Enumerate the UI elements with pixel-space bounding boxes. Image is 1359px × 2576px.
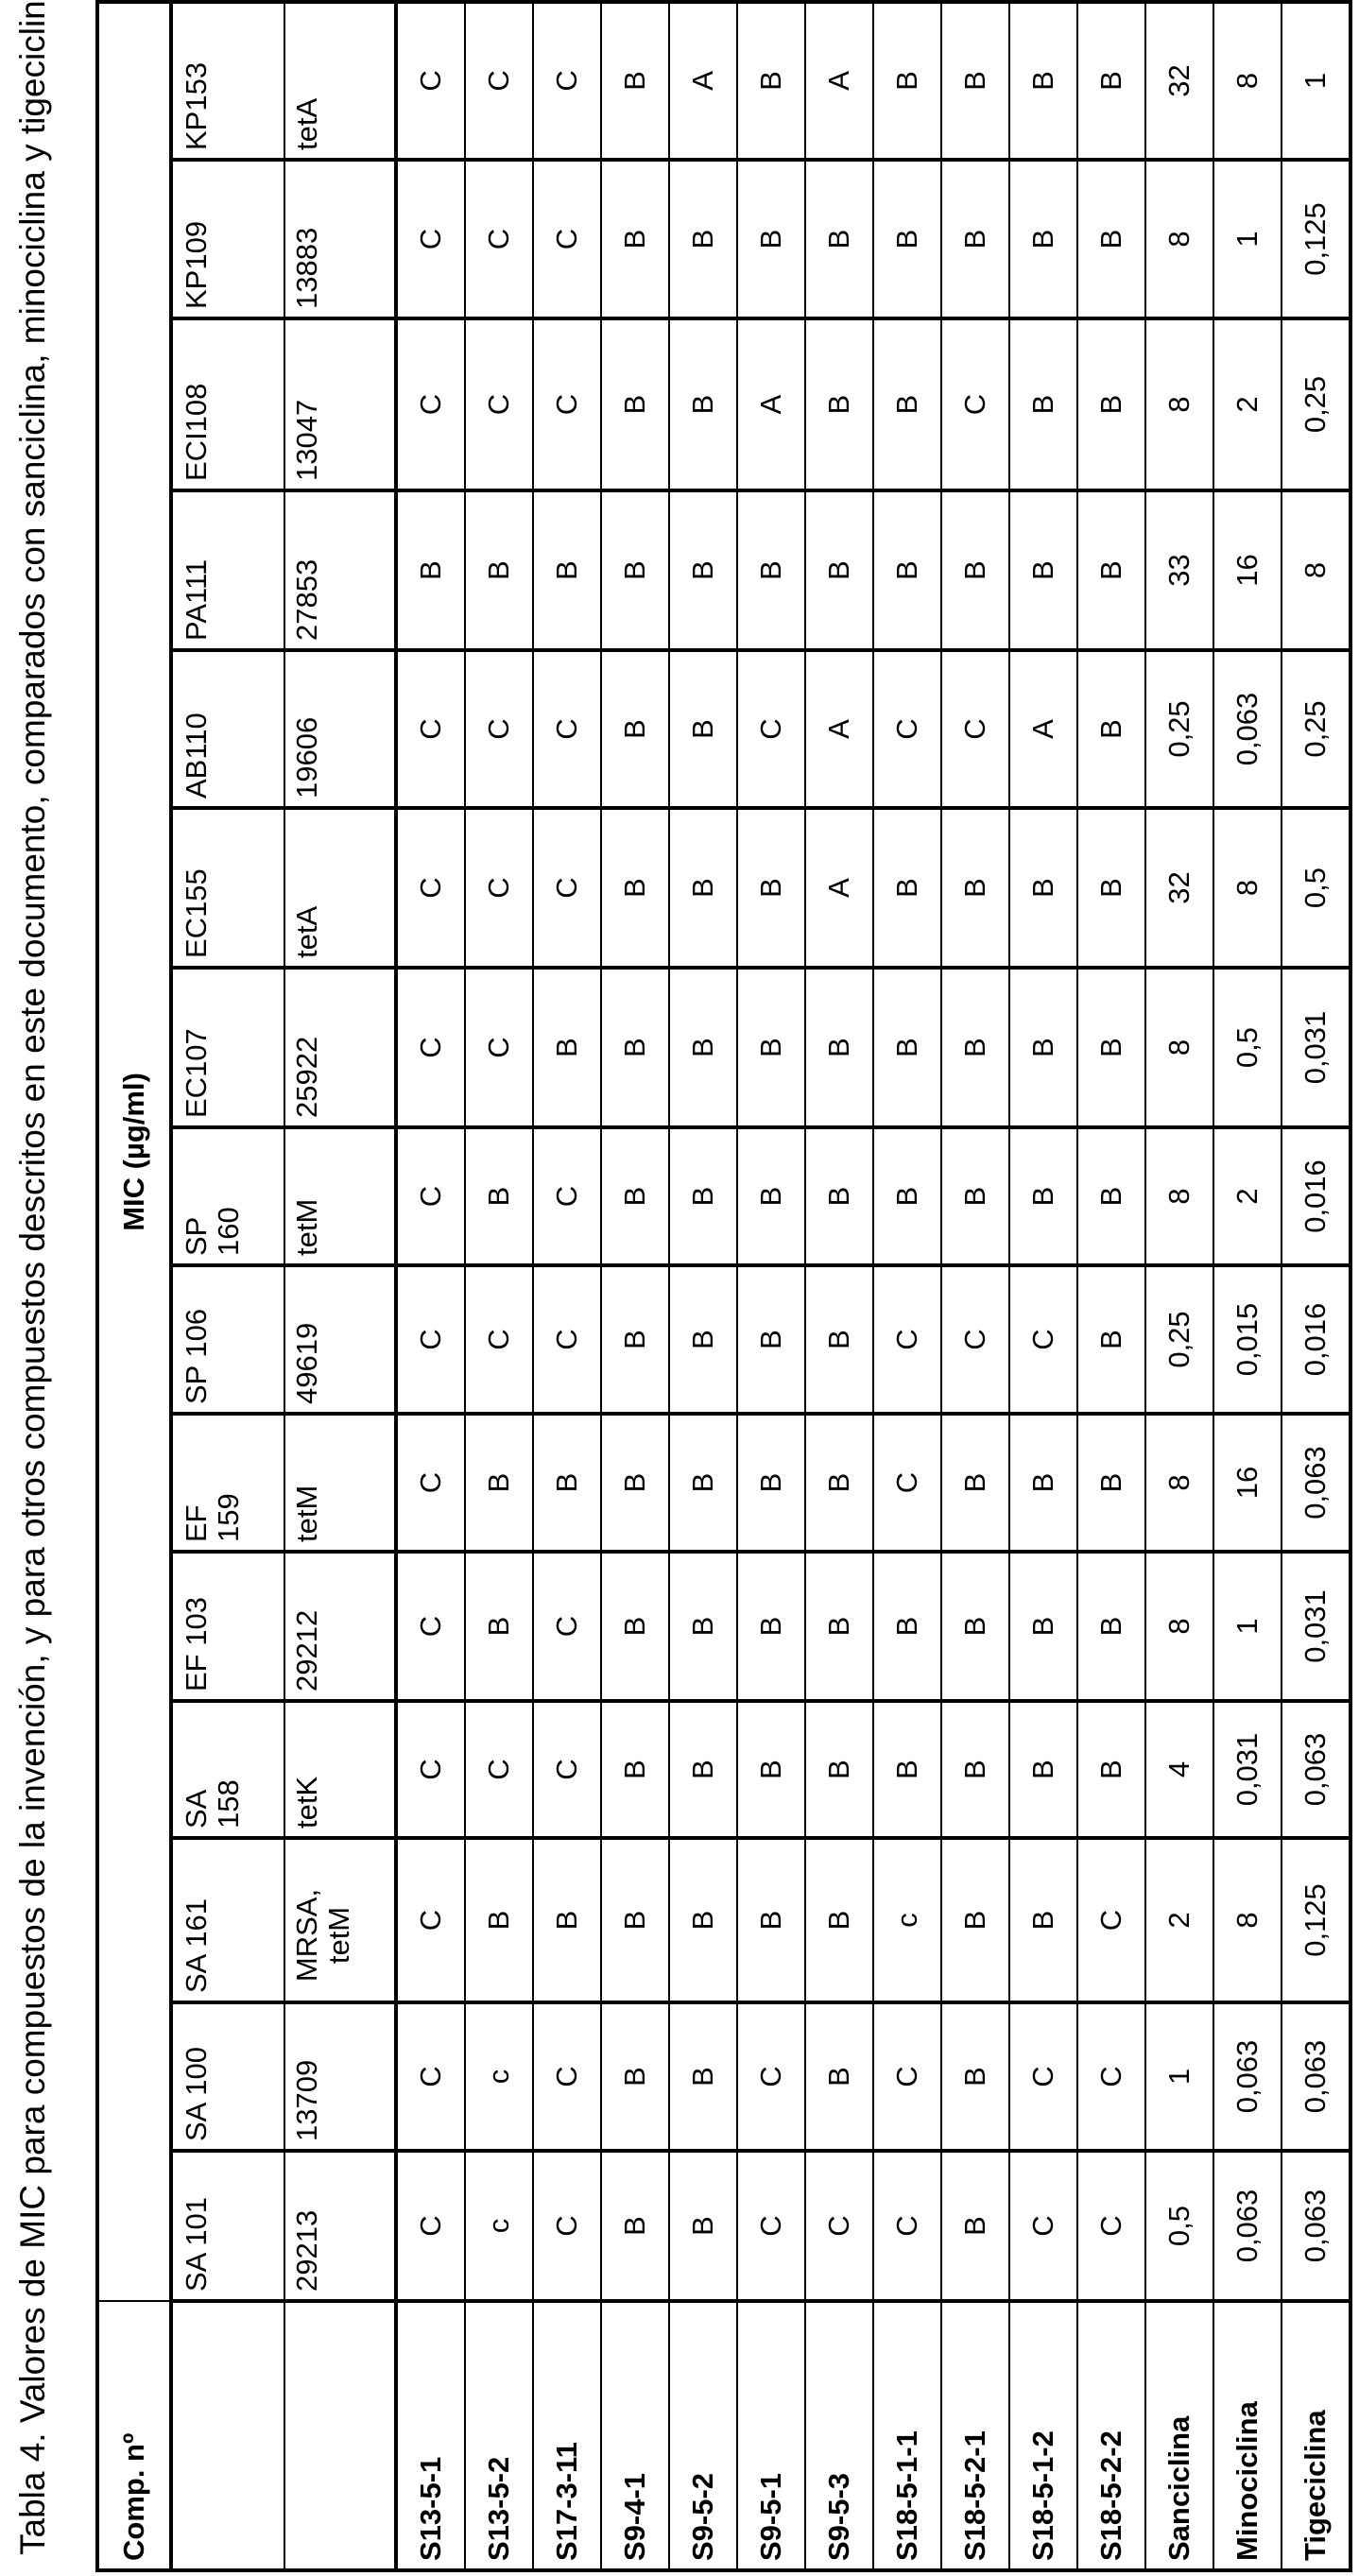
mic-value: B [1077,318,1145,490]
mic-value: B [669,2002,737,2151]
strain-header: SP 160 [171,1127,284,1265]
rotated-page [0,0,1359,2576]
mic-value: C [465,318,533,490]
compound-name: S18-5-1-2 [1009,2301,1077,2570]
blank-cell [284,2301,396,2570]
mic-value: 0,063 [1282,2151,1350,2301]
mic-value: B [941,1838,1009,2002]
mic-value: 16 [1213,1414,1282,1552]
mic-value: A [1009,650,1077,808]
mic-value: B [873,808,941,968]
mic-value: 8 [1145,1127,1213,1265]
compound-name: Sanciclina [1145,2301,1213,2570]
compound-name: S17-3-11 [533,2301,601,2570]
mic-value: C [396,968,465,1127]
mic-value: B [1077,650,1145,808]
mic-value: C [873,2151,941,2301]
mic-value: C [465,650,533,808]
mic-value: B [533,968,601,1127]
mic-value: B [737,1414,805,1552]
mic-value: B [1077,1127,1145,1265]
mic-value: B [669,1838,737,2002]
mic-value: B [805,968,873,1127]
mic-value: 2 [1213,318,1282,490]
mic-value: B [941,1414,1009,1552]
mic-value: B [1009,808,1077,968]
mic-value: C [396,1838,465,2002]
mic-value: C [533,650,601,808]
mic-value: 1 [1213,1552,1282,1701]
strain-info: tetM [284,1127,396,1265]
mic-value: A [737,318,805,490]
mic-value: 0,063 [1213,2151,1282,2301]
mic-value: B [1077,490,1145,650]
mic-value: B [941,490,1009,650]
mic-value: 16 [1213,490,1282,650]
mic-value: B [601,1552,669,1701]
mic-value: B [669,160,737,318]
mic-value: C [465,968,533,1127]
mic-value: B [601,650,669,808]
mic-value: C [465,1701,533,1838]
mic-value: B [941,808,1009,968]
mic-value: B [465,1127,533,1265]
compound-name: S18-5-1-1 [873,2301,941,2570]
strain-row [171,2,284,2570]
strain-header: ECI108 [171,318,284,490]
mic-value: C [396,1265,465,1414]
mic-value: C [533,318,601,490]
mic-value: C [533,1127,601,1265]
mic-value: B [873,1127,941,1265]
compound-name: Minociclina [1213,2301,1282,2570]
mic-value: 8 [1213,1838,1282,2002]
strain-header: KP109 [171,160,284,318]
strain-info: 13047 [284,318,396,490]
strain-header: AB110 [171,650,284,808]
mic-value: B [669,490,737,650]
strain-info: 49619 [284,1265,396,1414]
mic-value: B [1009,968,1077,1127]
mic-value: 33 [1145,490,1213,650]
mic-value: 0,063 [1282,2002,1350,2151]
table-row [941,2,1009,2570]
mic-value: B [465,1414,533,1552]
strain-header: EC155 [171,808,284,968]
mic-value: C [396,2151,465,2301]
mic-value: B [805,1414,873,1552]
mic-value: 0,063 [1213,2002,1282,2151]
mic-value: C [396,1414,465,1552]
strain-info: tetA [284,2,396,160]
mic-value: B [396,490,465,650]
table-row [873,2,941,2570]
mic-value: B [601,2002,669,2151]
table-row [601,2,669,2570]
strain-header: SA 100 [171,2002,284,2151]
mic-value: C [465,1265,533,1414]
table-row [1213,2,1282,2570]
mic-value: B [873,1552,941,1701]
mic-value: A [805,808,873,968]
mic-value: B [737,2,805,160]
mic-value: C [873,650,941,808]
mic-value: C [533,160,601,318]
strain-header: SP 106 [171,1265,284,1414]
mic-value: B [805,318,873,490]
strain-header: EF 103 [171,1552,284,1701]
mic-value: B [669,1414,737,1552]
mic-value: C [737,2151,805,2301]
strain-header: SA 158 [171,1701,284,1838]
mic-value: B [737,1701,805,1838]
mic-value: 0,015 [1213,1265,1282,1414]
mic-value: c [465,2151,533,2301]
mic-value: C [941,318,1009,490]
strain-info: 13709 [284,2002,396,2151]
mic-value: B [1077,1552,1145,1701]
mic-value: C [1009,1265,1077,1414]
mic-value: C [1077,1838,1145,2002]
mic-value: B [465,1838,533,2002]
mic-value: B [805,1127,873,1265]
mic-value: 0,25 [1282,650,1350,808]
mic-value: C [396,650,465,808]
mic-value: B [805,2002,873,2151]
mic-value: B [737,808,805,968]
mic-value: C [737,2002,805,2151]
mic-value: C [1077,2151,1145,2301]
strain-header: SA 161 [171,1838,284,2002]
strain-info: 29213 [284,2151,396,2301]
mic-value: 0,016 [1282,1127,1350,1265]
mic-value: B [669,1127,737,1265]
strain-info: MRSA, tetM [284,1838,396,2002]
mic-value: B [737,1127,805,1265]
mic-value: C [873,1265,941,1414]
strain-info: 27853 [284,490,396,650]
mic-value: B [873,968,941,1127]
compound-header: Comp. nº [97,2301,171,2570]
mic-value: B [601,1265,669,1414]
mic-value: C [533,1701,601,1838]
compound-name: S13-5-1 [396,2301,465,2570]
mic-value: C [941,1265,1009,1414]
mic-value: B [1077,1414,1145,1552]
mic-table [95,0,1352,2572]
strain-header: PA111 [171,490,284,650]
mic-value: B [601,1414,669,1552]
mic-value: 8 [1145,160,1213,318]
mic-value: B [873,1701,941,1838]
mic-value: B [601,2,669,160]
mic-value: B [1009,490,1077,650]
mic-value: 0,25 [1145,1265,1213,1414]
mic-value: B [669,318,737,490]
mic-value: C [1077,2002,1145,2151]
mic-value: B [1009,1127,1077,1265]
header-row [97,2,171,2570]
mic-value: 0,125 [1282,1838,1350,2002]
mic-value: C [396,808,465,968]
mic-value: B [1077,1265,1145,1414]
mic-value: B [805,1701,873,1838]
mic-value: B [737,1838,805,2002]
mic-value: 2 [1145,1838,1213,2002]
mic-value: B [669,1265,737,1414]
mic-value: 8 [1145,968,1213,1127]
mic-value: 1 [1145,2002,1213,2151]
table-row [737,2,805,2570]
mic-value: B [1009,1552,1077,1701]
mic-value: B [669,1701,737,1838]
mic-value: 2 [1213,1127,1282,1265]
mic-value: B [941,1127,1009,1265]
compound-name: S9-5-1 [737,2301,805,2570]
mic-value: c [465,2002,533,2151]
mic-value: C [396,160,465,318]
compound-name: Tigeciclina [1282,2301,1350,2570]
mic-value: B [1009,1701,1077,1838]
mic-value: C [1009,2151,1077,2301]
mic-header: MIC (µg/ml) [97,2,171,2301]
mic-value: B [941,968,1009,1127]
compound-name: S9-4-1 [601,2301,669,2570]
mic-value: B [873,490,941,650]
compound-name: S18-5-2-1 [941,2301,1009,2570]
mic-value: 8 [1282,490,1350,650]
mic-value: B [941,2,1009,160]
table-row [465,2,533,2570]
mic-value: C [396,1552,465,1701]
mic-value: B [941,1701,1009,1838]
mic-value: B [601,808,669,968]
mic-value: C [533,2,601,160]
mic-value: 0,25 [1282,318,1350,490]
mic-value: 32 [1145,808,1213,968]
mic-value: B [1077,1701,1145,1838]
mic-value: B [805,1265,873,1414]
mic-value: C [396,2,465,160]
table-row [669,2,737,2570]
mic-value: 0,063 [1282,1701,1350,1838]
mic-value: B [1009,1414,1077,1552]
mic-value: B [533,1838,601,2002]
mic-value: B [941,160,1009,318]
mic-value: B [601,160,669,318]
mic-value: B [601,1838,669,2002]
mic-value: B [669,808,737,968]
mic-value: C [533,1552,601,1701]
mic-value: B [601,2151,669,2301]
strain-header: EC107 [171,968,284,1127]
mic-value: B [669,968,737,1127]
mic-value: 0,125 [1282,160,1350,318]
mic-value: 0,031 [1282,1552,1350,1701]
mic-value: 1 [1282,2,1350,160]
mic-value: B [737,490,805,650]
mic-value: B [1077,808,1145,968]
mic-value: C [941,650,1009,808]
mic-value: C [396,1127,465,1265]
mic-value: c [873,1838,941,2002]
mic-value: 0,5 [1213,968,1282,1127]
strain-info: tetA [284,808,396,968]
mic-value: B [737,1552,805,1701]
table-caption: Tabla 4. Valores de MIC para compuestos de la invención, y para otros compuestos descritos en este documento, comparados con sanciclina, minociclina y tigeciclina. [13,0,53,2555]
mic-value: B [533,1414,601,1552]
mic-value: B [1077,2,1145,160]
mic-value: B [737,968,805,1127]
mic-value: B [805,1552,873,1701]
mic-value: B [601,318,669,490]
mic-value: C [873,2002,941,2151]
mic-value: B [465,1552,533,1701]
mic-value: B [601,968,669,1127]
mic-value: 8 [1145,318,1213,490]
mic-value: C [396,1701,465,1838]
mic-value: C [805,2151,873,2301]
mic-value: 32 [1145,2,1213,160]
mic-value: B [873,160,941,318]
mic-value: B [1077,160,1145,318]
mic-value: B [805,160,873,318]
mic-value: 8 [1213,808,1282,968]
strain-info: tetM [284,1414,396,1552]
mic-value: C [873,1414,941,1552]
table-row [1145,2,1213,2570]
mic-value: 0,016 [1282,1265,1350,1414]
blank-cell [171,2301,284,2570]
table-row [396,2,465,2570]
mic-value: B [1009,2,1077,160]
mic-value: A [805,2,873,160]
strain-info: 25922 [284,968,396,1127]
table-row [533,2,601,2570]
table-row [1282,2,1350,2570]
mic-value: C [737,650,805,808]
mic-value: B [533,490,601,650]
mic-value: C [533,1265,601,1414]
mic-value: B [805,490,873,650]
mic-value: 0,5 [1145,2151,1213,2301]
table-row [1077,2,1145,2570]
mic-value: 8 [1145,1414,1213,1552]
mic-value: B [1009,1838,1077,2002]
mic-value: B [669,650,737,808]
mic-value: B [601,1127,669,1265]
compound-name: S9-5-2 [669,2301,737,2570]
strain-info-row [284,2,396,2570]
mic-value: B [941,1552,1009,1701]
mic-value: 0,031 [1282,968,1350,1127]
mic-value: C [465,808,533,968]
mic-value: 0,063 [1282,1414,1350,1552]
mic-value: B [737,1265,805,1414]
compound-name: S18-5-2-2 [1077,2301,1145,2570]
mic-value: C [533,808,601,968]
strain-info: 19606 [284,650,396,808]
mic-value: 0,063 [1213,650,1282,808]
strain-header: SA 101 [171,2151,284,2301]
mic-value: C [396,2002,465,2151]
mic-value: A [669,2,737,160]
mic-value: 0,5 [1282,808,1350,968]
mic-value: 1 [1213,160,1282,318]
strain-header: EF 159 [171,1414,284,1552]
mic-value: B [1009,160,1077,318]
strain-info: tetK [284,1701,396,1838]
mic-value: 4 [1145,1701,1213,1838]
strain-info: 29212 [284,1552,396,1701]
compound-name: S9-5-3 [805,2301,873,2570]
strain-info: 13883 [284,160,396,318]
mic-value: B [941,2151,1009,2301]
mic-value: 0,25 [1145,650,1213,808]
mic-value: B [669,2151,737,2301]
mic-value: C [396,318,465,490]
compound-name: S13-5-2 [465,2301,533,2570]
mic-value: B [669,1552,737,1701]
mic-value: 0,031 [1213,1701,1282,1838]
mic-value: C [533,2151,601,2301]
mic-value: C [465,160,533,318]
mic-value: 8 [1145,1552,1213,1701]
table-row [1009,2,1077,2570]
mic-value: B [1077,968,1145,1127]
mic-value: C [465,2,533,160]
mic-value: 8 [1213,2,1282,160]
mic-value: A [805,650,873,808]
table-row [805,2,873,2570]
strain-header: KP153 [171,2,284,160]
mic-value: B [465,490,533,650]
mic-value: B [737,160,805,318]
mic-value: B [941,2002,1009,2151]
mic-value: B [873,318,941,490]
mic-value: B [1009,318,1077,490]
mic-value: B [601,490,669,650]
mic-value: B [873,2,941,160]
mic-value: B [805,1838,873,2002]
mic-value: C [533,2002,601,2151]
mic-value: B [601,1701,669,1838]
mic-value: C [1009,2002,1077,2151]
